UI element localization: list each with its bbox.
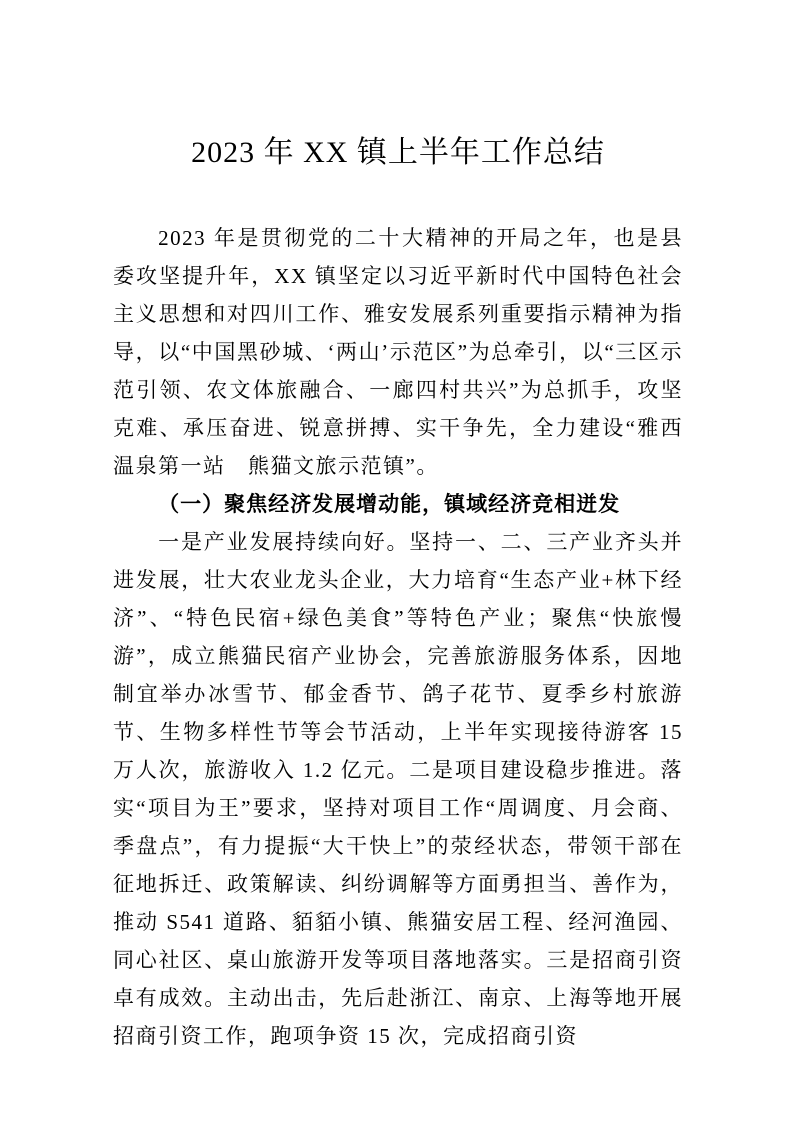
paragraph-section-1-body: 一是产业发展持续向好。坚持一、二、三产业齐头并进发展，壮大农业龙头企业，大力培育“生态产业+林下经济”、“特色民宿+绿色美食”等特色产业；聚焦“快旅慢游”，成立熊猫民宿产业协会，完善旅游服务体系，因地制宜举办冰雪节、郁金香节、鸽子花节、夏季乡村旅游节、生物多样性节等会节活动，上半年实现接待游客 15 万人次，旅游收入 1.2 亿元。二是项目建设稳步推进。落实“项目为王”要求，坚持对项目工作“周调度、月会商、季盘点”，有力提振“大干快上”的荥经状态，带领干部在征地拆迁、政策解读、纠纷调解等方面勇担当、善作为，推动 S541 道路、貊貊小镇、熊猫安居工程、经河渔园、同心社区、桌山旅游开发等项目落地落实。三是招商引资卓有成效。主动出击，先后赴浙江、南京、上海等地开展招商引资工作，跑项争资 15 次，完成招商引资	[113, 530, 683, 1048]
section-heading-1: （一）聚焦经济发展增动能，镇域经济竞相迸发	[158, 492, 621, 516]
document-body	[113, 219, 683, 1055]
document-title: 2023 年 XX 镇上半年工作总结	[191, 136, 605, 169]
paragraph-intro: 2023 年是贯彻党的二十大精神的开局之年，也是县委攻坚提升年，XX 镇坚定以习近平新时代中国特色社会主义思想和对四川工作、雅安发展系列重要指示精神为指导，以“中国黑砂城、‘两山’示范区”为总牵引，以“三区示范引领、农文体旅融合、一廊四村共兴”为总抓手，攻坚克难、承压奋进、锐意拼搏、实干争先，全力建设“雅西温泉第一站 熊猫文旅示范镇”。	[113, 226, 683, 478]
